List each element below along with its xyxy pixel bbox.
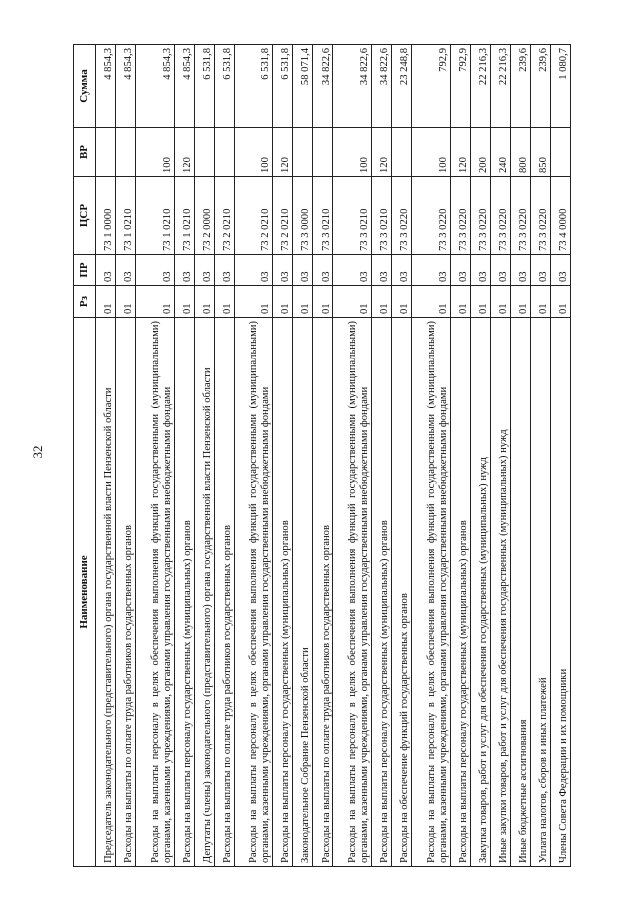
- header-pr: ПР: [74, 255, 96, 286]
- cell-pr: 03: [490, 255, 510, 286]
- header-rz: Рз: [74, 286, 96, 318]
- cell-vr: [96, 128, 116, 177]
- cell-vr: 850: [530, 128, 550, 177]
- table-row: [412, 45, 451, 867]
- cell-vr: 120: [372, 128, 392, 177]
- cell-csr: 73 1 0000: [96, 177, 116, 255]
- cell-rz: 01: [116, 286, 136, 318]
- cell-name: Расходы на выплаты персоналу в целях обеспечения выполнения функций государственными (муниципальными) органами, казенными учреждениями, органами управления государственными внебюджетными фондами: [136, 318, 175, 867]
- cell-csr: 73 3 0220: [530, 177, 550, 255]
- cell-vr: 200: [470, 128, 490, 177]
- cell-vr: 100: [234, 128, 273, 177]
- cell-rz: 01: [412, 286, 451, 318]
- cell-csr: 73 3 0220: [450, 177, 470, 255]
- cell-sum: 22 216,3: [490, 45, 510, 128]
- cell-rz: 01: [450, 286, 470, 318]
- cell-rz: 01: [194, 286, 214, 318]
- cell-rz: 01: [313, 286, 333, 318]
- cell-rz: 01: [372, 286, 392, 318]
- cell-name: Закупка товаров, работ и услуг для обеспечения государственных (муниципальных) нужд: [470, 318, 490, 867]
- table-row: [116, 45, 136, 867]
- cell-name: Расходы на выплаты персоналу государственных (муниципальных) органов: [450, 318, 470, 867]
- cell-csr: 73 1 0210: [136, 177, 175, 255]
- cell-csr: 73 2 0000: [194, 177, 214, 255]
- cell-pr: 03: [273, 255, 293, 286]
- cell-pr: 03: [214, 255, 234, 286]
- table-row: [333, 45, 372, 867]
- cell-csr: 73 2 0210: [214, 177, 234, 255]
- cell-pr: 03: [550, 255, 570, 286]
- table-row: [273, 45, 293, 867]
- cell-pr: 03: [293, 255, 313, 286]
- cell-rz: 01: [136, 286, 175, 318]
- table-row: [510, 45, 530, 867]
- table-row: [450, 45, 470, 867]
- cell-csr: 73 3 0220: [392, 177, 412, 255]
- cell-name: Расходы на выплаты по оплате труда работников государственных органов: [116, 318, 136, 867]
- cell-pr: 03: [333, 255, 372, 286]
- cell-sum: 239,6: [530, 45, 550, 128]
- cell-csr: 73 3 0210: [313, 177, 333, 255]
- table-row: [530, 45, 550, 867]
- cell-csr: 73 4 0000: [550, 177, 570, 255]
- header-vr: ВР: [74, 128, 96, 177]
- rotated-page-content: [73, 45, 571, 867]
- cell-name: Иные бюджетные ассигнования: [510, 318, 530, 867]
- cell-csr: 73 3 0210: [333, 177, 372, 255]
- cell-sum: 4 854,3: [116, 45, 136, 128]
- header-name: Наименование: [74, 318, 96, 867]
- cell-rz: 01: [530, 286, 550, 318]
- cell-name: Председатель законодательного (представительного) органа государственной власти Пензенской области: [96, 318, 116, 867]
- cell-pr: 03: [194, 255, 214, 286]
- cell-csr: 73 3 0220: [470, 177, 490, 255]
- cell-sum: 239,6: [510, 45, 530, 128]
- cell-name: Иные закупки товаров, работ и услуг для обеспечения государственных (муниципальных) нужд: [490, 318, 510, 867]
- cell-name: Расходы на выплаты персоналу в целях обеспечения выполнения функций государственными (муниципальными) органами, казенными учреждениями, органами управления государственными внебюджетными фондами: [412, 318, 451, 867]
- cell-name: Расходы на выплаты персоналу государственных (муниципальных) органов: [372, 318, 392, 867]
- table-row: [313, 45, 333, 867]
- cell-vr: 800: [510, 128, 530, 177]
- cell-pr: 03: [470, 255, 490, 286]
- cell-pr: 03: [530, 255, 550, 286]
- cell-name: Расходы на выплаты по оплате труда работников государственных органов: [313, 318, 333, 867]
- cell-csr: 73 3 0220: [490, 177, 510, 255]
- cell-name: Уплата налогов, сборов и иных платежей: [530, 318, 550, 867]
- cell-rz: 01: [510, 286, 530, 318]
- budget-table: [73, 44, 571, 867]
- table-row: [470, 45, 490, 867]
- cell-vr: [550, 128, 570, 177]
- table-row: [234, 45, 273, 867]
- cell-pr: 03: [412, 255, 451, 286]
- cell-sum: 1 080,7: [550, 45, 570, 128]
- cell-rz: 01: [333, 286, 372, 318]
- cell-pr: 03: [510, 255, 530, 286]
- cell-csr: 73 3 0210: [372, 177, 392, 255]
- cell-csr: 73 2 0210: [234, 177, 273, 255]
- cell-sum: 4 854,3: [136, 45, 175, 128]
- cell-rz: 01: [293, 286, 313, 318]
- cell-sum: 792,9: [450, 45, 470, 128]
- cell-sum: 6 531,8: [234, 45, 273, 128]
- cell-rz: 01: [174, 286, 194, 318]
- table-row: [372, 45, 392, 867]
- cell-sum: 58 071,4: [293, 45, 313, 128]
- cell-rz: 01: [273, 286, 293, 318]
- table-row: [550, 45, 570, 867]
- cell-name: Расходы на выплаты по оплате труда работников государственных органов: [214, 318, 234, 867]
- cell-pr: 03: [96, 255, 116, 286]
- cell-pr: 03: [234, 255, 273, 286]
- cell-vr: 100: [333, 128, 372, 177]
- cell-vr: 120: [273, 128, 293, 177]
- cell-vr: 120: [174, 128, 194, 177]
- cell-rz: 01: [470, 286, 490, 318]
- header-csr: ЦСР: [74, 177, 96, 255]
- cell-sum: 34 822,6: [333, 45, 372, 128]
- cell-pr: 03: [372, 255, 392, 286]
- cell-pr: 03: [136, 255, 175, 286]
- page-number: 32: [30, 445, 45, 459]
- cell-vr: [116, 128, 136, 177]
- table-row: [293, 45, 313, 867]
- cell-name: Расходы на выплаты персоналу государственных (муниципальных) органов: [174, 318, 194, 867]
- cell-csr: 73 1 0210: [116, 177, 136, 255]
- cell-name: Члены Совета Федерации и их помощники: [550, 318, 570, 867]
- cell-sum: 4 854,3: [174, 45, 194, 128]
- cell-rz: 01: [96, 286, 116, 318]
- table-row: [96, 45, 116, 867]
- cell-vr: [214, 128, 234, 177]
- cell-rz: 01: [214, 286, 234, 318]
- cell-name: Законодательное Собрание Пензенской области: [293, 318, 313, 867]
- table-body: [96, 45, 571, 867]
- cell-rz: 01: [550, 286, 570, 318]
- cell-sum: 34 822,6: [372, 45, 392, 128]
- table-row: [214, 45, 234, 867]
- cell-csr: 73 1 0210: [174, 177, 194, 255]
- header-sum: Сумма: [74, 45, 96, 128]
- cell-csr: 73 3 0220: [412, 177, 451, 255]
- table-row: [174, 45, 194, 867]
- table-header-row: [74, 45, 96, 867]
- cell-rz: 01: [392, 286, 412, 318]
- cell-name: Депутаты (члены) законодательного (представительного) органа государственной власти Пензенской области: [194, 318, 214, 867]
- cell-name: Расходы на обеспечение функций государственных органов: [392, 318, 412, 867]
- cell-pr: 03: [116, 255, 136, 286]
- cell-sum: 6 531,8: [214, 45, 234, 128]
- cell-vr: 100: [412, 128, 451, 177]
- cell-csr: 73 2 0210: [273, 177, 293, 255]
- cell-vr: [313, 128, 333, 177]
- cell-vr: [392, 128, 412, 177]
- cell-csr: 73 3 0000: [293, 177, 313, 255]
- cell-name: Расходы на выплаты персоналу в целях обеспечения выполнения функций государственными (муниципальными) органами, казенными учреждениями, органами управления государственными внебюджетными фондами: [234, 318, 273, 867]
- cell-pr: 03: [313, 255, 333, 286]
- table-row: [392, 45, 412, 867]
- cell-sum: 792,9: [412, 45, 451, 128]
- cell-csr: 73 3 0220: [510, 177, 530, 255]
- table-row: [194, 45, 214, 867]
- cell-vr: 100: [136, 128, 175, 177]
- cell-pr: 03: [174, 255, 194, 286]
- cell-pr: 03: [450, 255, 470, 286]
- cell-name: Расходы на выплаты персоналу в целях обеспечения выполнения функций государственными (муниципальными) органами, казенными учреждениями, органами управления государственными внебюджетными фондами: [333, 318, 372, 867]
- table-row: [490, 45, 510, 867]
- cell-pr: 03: [392, 255, 412, 286]
- cell-rz: 01: [490, 286, 510, 318]
- cell-sum: 34 822,6: [313, 45, 333, 128]
- cell-rz: 01: [234, 286, 273, 318]
- cell-sum: 4 854,3: [96, 45, 116, 128]
- cell-vr: [293, 128, 313, 177]
- cell-vr: 120: [450, 128, 470, 177]
- cell-name: Расходы на выплаты персоналу государственных (муниципальных) органов: [273, 318, 293, 867]
- cell-sum: 22 216,3: [470, 45, 490, 128]
- cell-vr: [194, 128, 214, 177]
- cell-sum: 6 531,8: [194, 45, 214, 128]
- cell-sum: 23 248,8: [392, 45, 412, 128]
- cell-vr: 240: [490, 128, 510, 177]
- cell-sum: 6 531,8: [273, 45, 293, 128]
- table-row: [136, 45, 175, 867]
